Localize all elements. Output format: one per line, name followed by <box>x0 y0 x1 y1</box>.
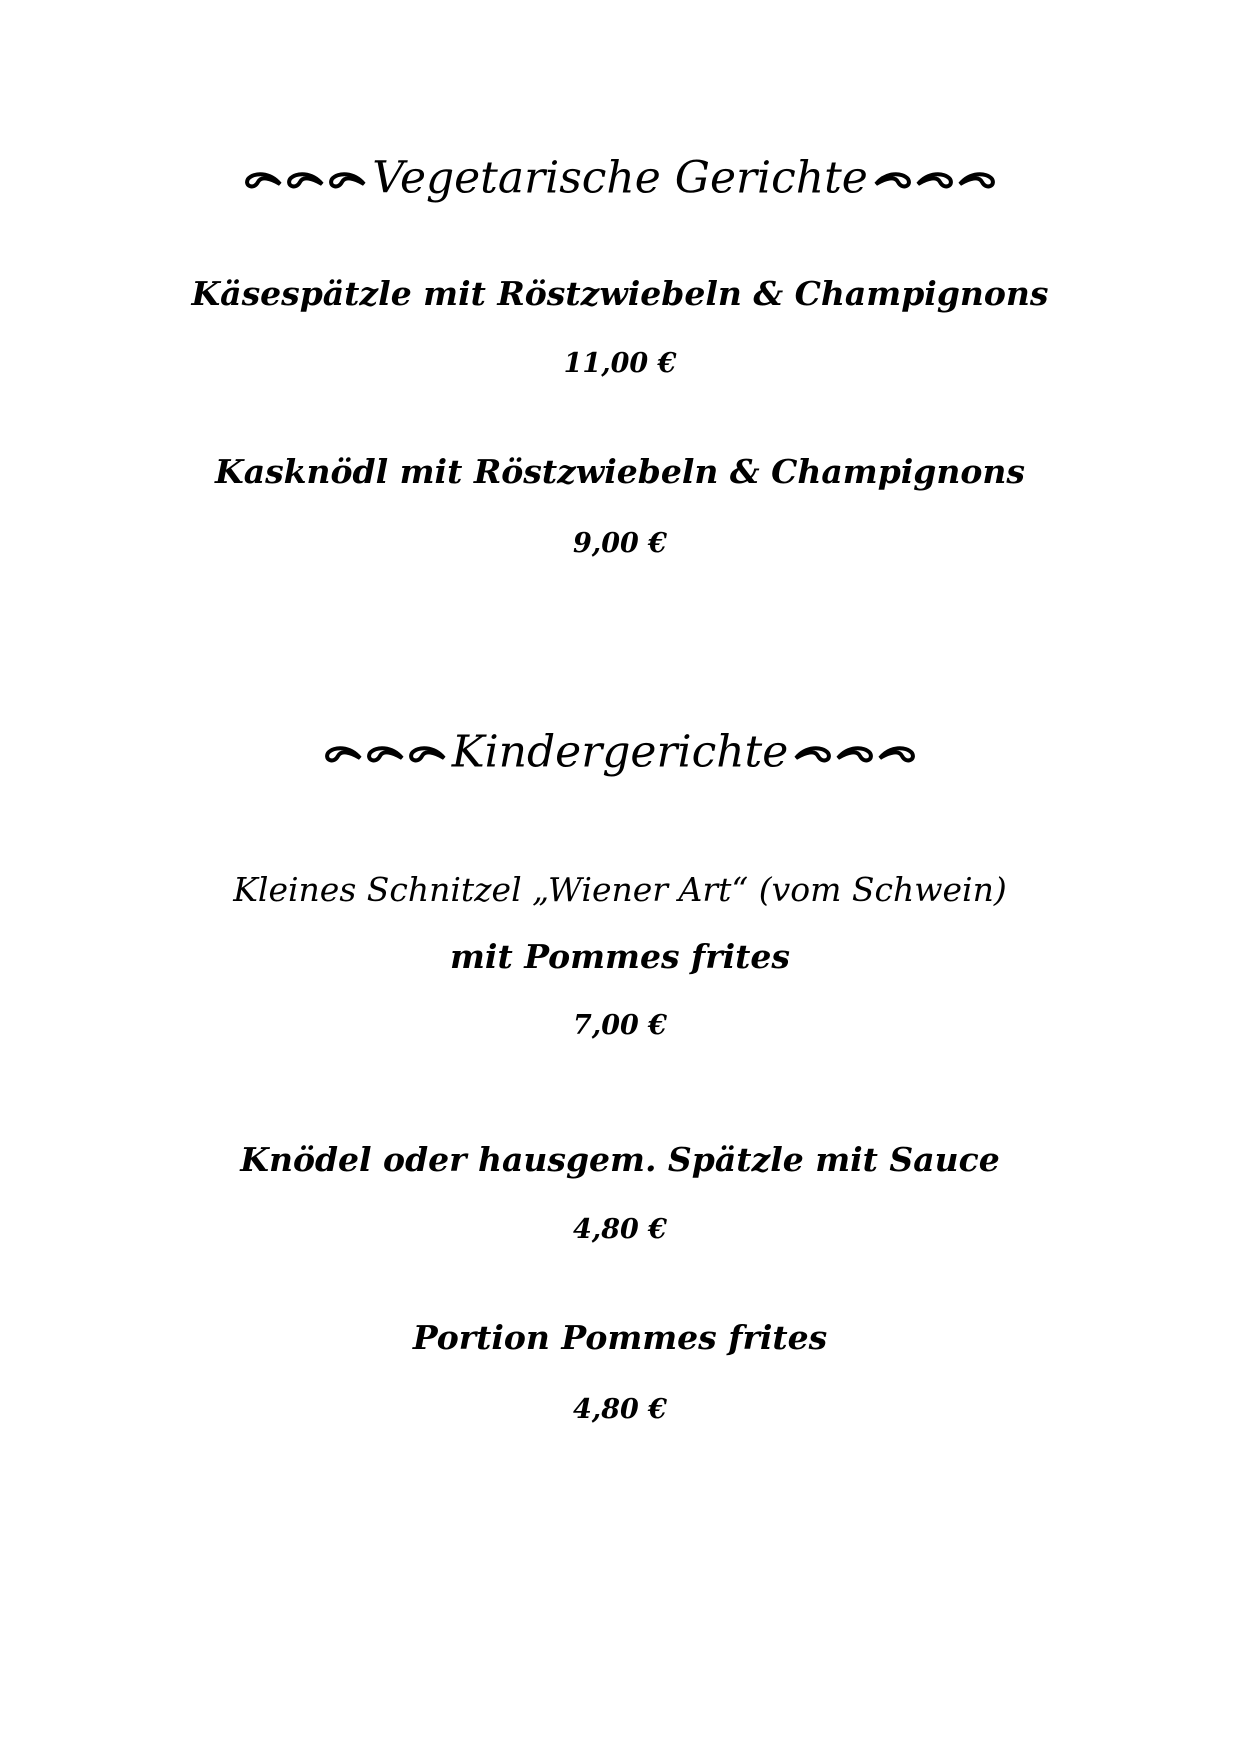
dish-price: 7,00 € <box>573 1010 667 1041</box>
swirl-right-icon <box>870 164 1000 194</box>
swirl-left-icon <box>320 738 450 768</box>
dish-name: Kasknödl mit Röstzwiebeln & Champignons <box>215 452 1025 491</box>
dish-name: Kleines Schnitzel „Wiener Art“ (vom Schwein) <box>233 870 1007 909</box>
section-heading-text: Vegetarische Gerichte <box>372 152 868 204</box>
section-heading-kids <box>0 722 1240 781</box>
dish-price: 11,00 € <box>563 348 677 379</box>
dish-name: Portion Pommes frites <box>412 1318 828 1357</box>
dish-name-line2: mit Pommes frites <box>450 937 790 976</box>
dish-name: Käsespätzle mit Röstzwiebeln & Champignons <box>191 274 1049 313</box>
swirl-left-icon <box>240 164 370 194</box>
section-heading-vegetarian <box>0 148 1240 207</box>
swirl-right-icon <box>790 738 920 768</box>
dish-name: Knödel oder hausgem. Spätzle mit Sauce <box>240 1140 1000 1179</box>
dish-price: 4,80 € <box>573 1214 667 1245</box>
dish-price: 4,80 € <box>573 1394 667 1425</box>
section-heading-text: Kindergerichte <box>451 726 789 778</box>
dish-price: 9,00 € <box>573 528 667 559</box>
